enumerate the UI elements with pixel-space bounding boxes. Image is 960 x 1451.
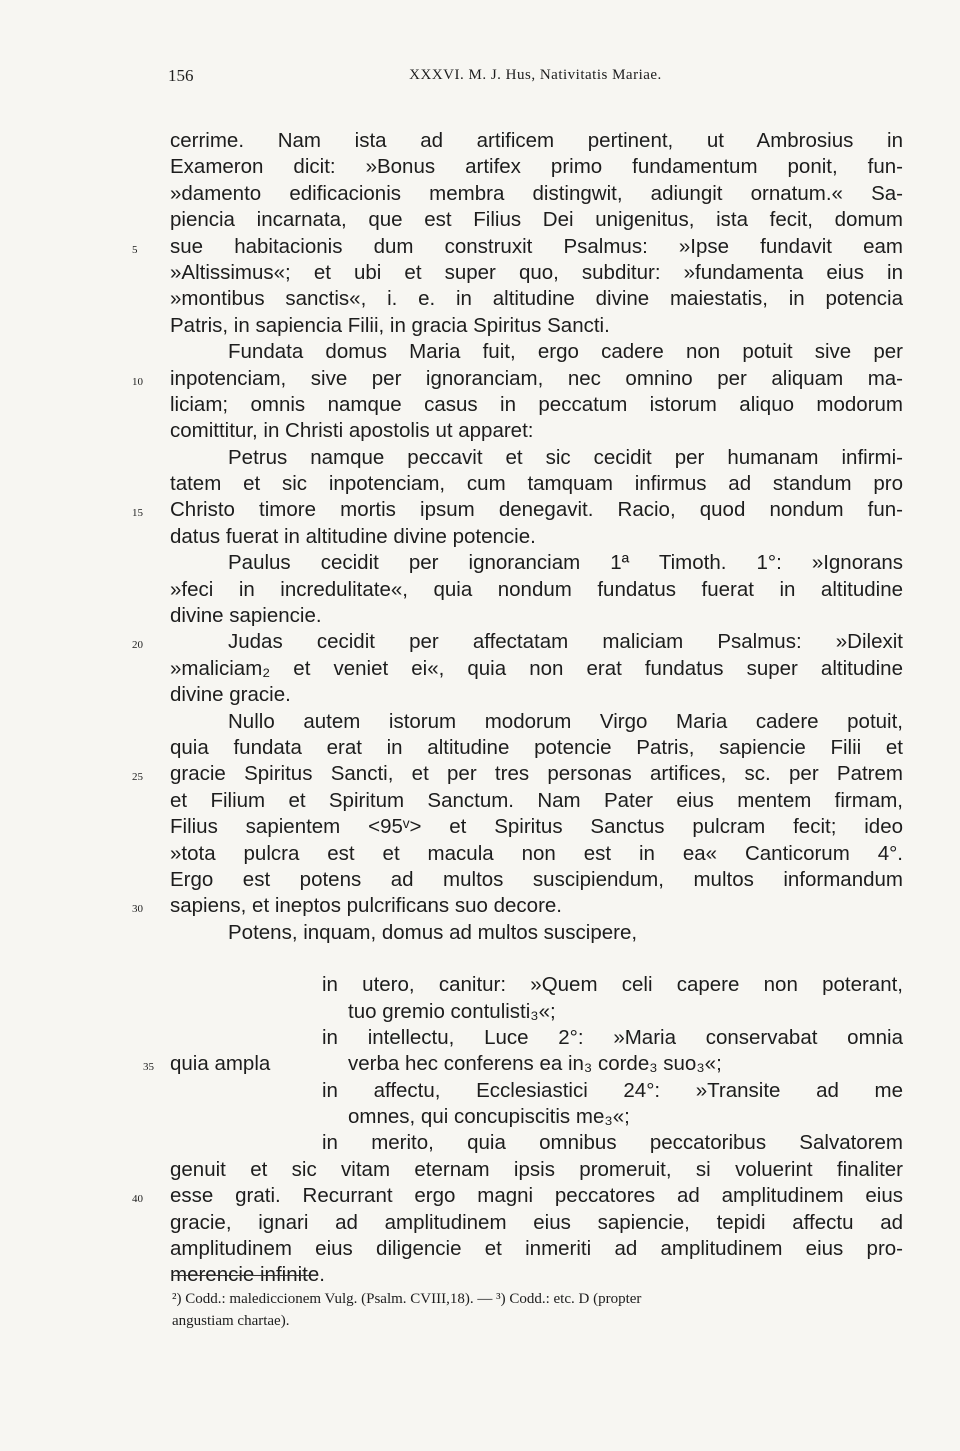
- text-line: [170, 1236, 903, 1262]
- text-line: [132, 1183, 903, 1209]
- text-line: [170, 154, 903, 180]
- line-number: 40: [132, 1193, 143, 1206]
- line-text: Exameron dicit: »Bonus artifex primo fundamentum ponit, fun-: [170, 155, 903, 179]
- text-line: [170, 841, 903, 867]
- text-line: [170, 788, 903, 814]
- line-text: Filius sapientem <95ᵛ> et Spiritus Sanctus pulcram fecit; ideo: [170, 815, 903, 839]
- brace-label: quia ampla: [170, 1052, 271, 1076]
- line-number: 25: [132, 771, 143, 784]
- text-line: [132, 497, 903, 523]
- main-text: [132, 128, 903, 1289]
- line-text: gracie Spiritus Sancti, et per tres personas artifices, sc. per Patrem: [170, 762, 903, 786]
- tabular-line: [170, 999, 903, 1025]
- text-line: [170, 577, 903, 603]
- tabular-line: [170, 1104, 903, 1130]
- text-line: [170, 709, 903, 735]
- line-text: in intellectu, Luce 2°: »Maria conservabat omnia: [322, 1025, 903, 1049]
- text-line: [170, 867, 903, 893]
- line-text: Potens, inquam, domus ad multos suscipere,: [228, 920, 638, 944]
- line-text: cerrime. Nam ista ad artificem pertinent, ut Ambrosius in: [170, 129, 903, 152]
- text-line: [170, 682, 903, 708]
- line-text: omnes, qui concupiscitis me₃«;: [348, 1105, 630, 1129]
- line-text: in merito, quia omnibus peccatoribus Salvatorem: [322, 1131, 903, 1155]
- line-number: 30: [132, 903, 143, 916]
- text-line: [170, 418, 903, 444]
- line-text: inpotenciam, sive per ignoranciam, nec omnino per aliquam ma-: [170, 366, 903, 390]
- line-text: genuit et sic vitam eternam ipsis promeruit, si voluerint finaliter: [170, 1157, 903, 1181]
- line-text: »Altissimus«; et ubi et super quo, subditur: »fundamenta eius in: [170, 260, 903, 284]
- line-text: divine gracie.: [170, 683, 291, 707]
- text-line: [170, 920, 903, 946]
- text-line: [170, 181, 903, 207]
- line-text: Patris, in sapiencia Filii, in gracia Spiritus Sancti.: [170, 313, 610, 337]
- text-line: [132, 234, 903, 260]
- line-text: Fundata domus Maria fuit, ergo cadere non potuit sive per: [228, 340, 903, 364]
- text-line: [170, 207, 903, 233]
- footnotes: [172, 1288, 903, 1332]
- line-text: verba hec conferens ea in₃ corde₃ suo₃«;: [348, 1052, 722, 1076]
- line-number: 20: [132, 639, 143, 652]
- line-text: divine sapiencie.: [170, 604, 322, 628]
- text-line: [170, 603, 903, 629]
- text-line: [170, 260, 903, 286]
- text-line: [170, 1210, 903, 1236]
- line-text: sapiens, et ineptos pulcrificans suo decore.: [170, 894, 563, 918]
- line-text: quia fundata erat in altitudine potencie Patris, sapiencie Filii et: [170, 735, 903, 759]
- text-line: [170, 339, 903, 365]
- text-line: [170, 656, 903, 682]
- line-text: gracie, ignari ad amplitudinem eius sapiencie, tepidi affectu ad: [170, 1210, 903, 1234]
- text-line: [132, 893, 903, 919]
- footnote-line: angustiam chartae).: [172, 1313, 290, 1329]
- line-text: Ergo est potens ad multos suscipiendum, multos informandum: [170, 867, 903, 891]
- line-number: 5: [132, 243, 138, 256]
- text-line: [170, 471, 903, 497]
- line-text: Christo timore mortis ipsum denegavit. Racio, quod nondum fun-: [170, 498, 903, 522]
- text-line: [132, 366, 903, 392]
- text-line: [170, 550, 903, 576]
- line-text: in utero, canitur: »Quem celi capere non poterant,: [322, 973, 903, 997]
- text-line: [132, 629, 903, 655]
- line-number: 35: [143, 1061, 154, 1074]
- line-text: Petrus namque peccavit et sic cecidit per humanam infirmi-: [228, 445, 903, 469]
- line-text: Paulus cecidit per ignoranciam 1ª Timoth. 1°: »Ignorans: [228, 551, 903, 575]
- line-text: tatem et sic inpotenciam, cum tamquam infirmus ad standum pro: [170, 472, 903, 496]
- page-number: 156: [168, 66, 194, 85]
- tabular-line: [170, 1130, 903, 1156]
- text-line: [170, 128, 903, 154]
- tabular-line: [170, 1078, 903, 1104]
- block-gap: [170, 946, 903, 972]
- text-line: [170, 524, 903, 550]
- footnote-line: ²) Codd.: malediccionem Vulg. (Psalm. CVIII,18). — ³) Codd.: etc. D (propter: [172, 1291, 642, 1307]
- line-text: piencia incarnata, que est Filius Dei unigenitus, ista fecit, domum: [170, 208, 903, 232]
- text-line: [170, 814, 903, 840]
- line-text: amplitudinem eius diligencie et inmeriti ad amplitudinem eius pro-: [170, 1237, 903, 1261]
- text-line: [170, 735, 903, 761]
- text-line: [170, 392, 903, 418]
- line-text: comittitur, in Christi apostolis ut apparet:: [170, 419, 534, 443]
- line-text: et Filium et Spiritum Sanctum. Nam Pater eius mentem firmam,: [170, 788, 903, 812]
- line-text: Nullo autem istorum modorum Virgo Maria cadere potuit,: [228, 709, 903, 733]
- tabular-line: [170, 972, 903, 998]
- tabular-line: [170, 1025, 903, 1051]
- text-line: [132, 761, 903, 787]
- tabular-line: [143, 1051, 903, 1077]
- line-text: »maliciam₂ et veniet ei«, quia non erat fundatus super altitudine: [170, 656, 903, 680]
- line-text: datus fuerat in altitudine divine potencie.: [170, 524, 536, 548]
- line-text: »feci in incredulitate«, quia nondum fundatus fuerat in altitudine: [170, 577, 903, 601]
- line-text: Judas cecidit per affectatam maliciam Psalmus: »Dilexit: [228, 630, 903, 654]
- line-number: 10: [132, 375, 143, 388]
- line-text: merencie infinite.: [170, 1263, 325, 1287]
- line-text: sue habitacionis dum construxit Psalmus: »Ipse fundavit eam: [170, 234, 903, 258]
- running-title: XXXVI. M. J. Hus, Nativitatis Mariae.: [409, 67, 662, 83]
- line-text: »damento edificacionis membra distingwit, adiungit ornatum.« Sa-: [170, 181, 903, 205]
- line-text: in affectu, Ecclesiastici 24°: »Transite ad me: [322, 1078, 903, 1102]
- line-text: esse grati. Recurrant ergo magni peccatores ad amplitudinem eius: [170, 1184, 903, 1208]
- text-line: [170, 445, 903, 471]
- line-number: 15: [132, 507, 143, 520]
- text-line: [170, 1157, 903, 1183]
- text-line: [170, 286, 903, 312]
- line-text: tuo gremio contulisti₃«;: [348, 999, 556, 1023]
- line-text: »montibus sanctis«, i. e. in altitudine divine maiestatis, in potencia: [170, 287, 903, 311]
- footnote-rule: [172, 1275, 312, 1276]
- page-header: [168, 66, 903, 96]
- line-text: »tota pulcra est et macula non est in ea« Canticorum 4°.: [170, 841, 903, 865]
- line-text: liciam; omnis namque casus in peccatum istorum aliquo modorum: [170, 392, 903, 416]
- text-line: [170, 313, 903, 339]
